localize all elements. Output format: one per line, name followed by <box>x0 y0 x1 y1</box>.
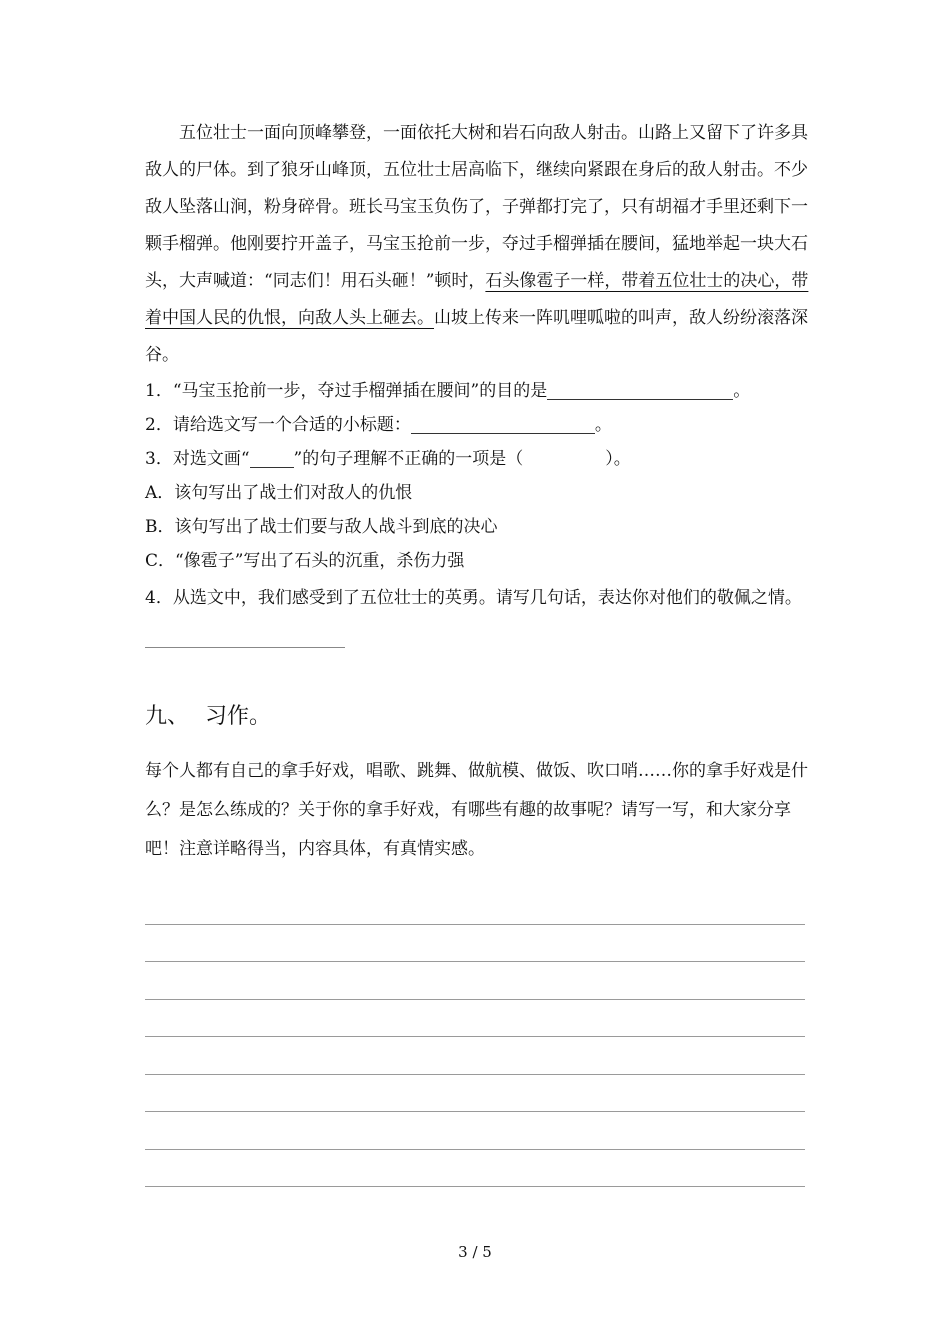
reading-passage <box>145 115 810 374</box>
worksheet-page <box>145 115 810 1187</box>
writing-area[interactable] <box>145 887 810 1187</box>
writing-line[interactable] <box>145 1150 805 1188</box>
writing-line[interactable] <box>145 962 805 1000</box>
writing-line[interactable] <box>145 1075 805 1113</box>
section-heading <box>145 702 810 732</box>
q4-answer-line[interactable] <box>145 646 345 648</box>
section-title: 习作。 <box>205 704 272 729</box>
underlined-sentence: 石头像雹子一样，带着五位壮士的决心，带着中国人民的仇恨，向敌人头上砸去。 <box>145 271 809 328</box>
section-number: 九、 <box>145 704 190 729</box>
page-number: 3 / 5 <box>458 1243 492 1261</box>
option-b: B．该句写出了战士们要与敌人战斗到底的决心 <box>145 517 498 537</box>
question-1: 1．“马宝玉抢前一步，夺过手榴弹插在腰间”的目的是 。 <box>145 381 751 401</box>
option-c: C．“像雹子”写出了石头的沉重，杀伤力强 <box>145 551 465 571</box>
question-2: 2．请给选文写一个合适的小标题： 。 <box>145 415 612 435</box>
writing-line[interactable] <box>145 925 805 963</box>
writing-line[interactable] <box>145 1000 805 1038</box>
option-a: A．该句写出了战士们对敌人的仇恨 <box>145 483 413 503</box>
q3-underline-mark <box>250 449 294 468</box>
question-4: 4．从选文中，我们感受到了五位壮士的英勇。请写几句话，表达你对他们的敬佩之情。 <box>145 588 802 608</box>
q2-answer-blank[interactable] <box>411 415 595 434</box>
writing-line[interactable] <box>145 887 805 925</box>
passage-text: 五位壮士一面向顶峰攀登，一面依托大树和岩石向敌人射击。山路上又留下了许多具敌人的尸体。到了狼牙山峰顶，五位壮士居高临下，继续向紧跟在身后的敌人射击。不少敌人坠落山涧，粉身碎骨。班长马宝玉负伤了，子弹都打完了，只有胡福才手里还剩下一颗手榴弹。他刚要拧开盖子，马宝玉抢前一步，夺过手榴弹插在腰间，猛地举起一块大石头，大声喊道：“同志们！用石头砸！”顿时， <box>145 123 808 291</box>
writing-line[interactable] <box>145 1112 805 1150</box>
q1-answer-blank[interactable] <box>547 381 733 400</box>
writing-line[interactable] <box>145 1037 805 1075</box>
writing-prompt: 每个人都有自己的拿手好戏，唱歌、跳舞、做航模、做饭、吹口哨……你的拿手好戏是什么？是怎么练成的？关于你的拿手好戏，有哪些有趣的故事呢？请写一写，和大家分享吧！注意详略得当，内容具体，有真情实感。 <box>145 761 808 859</box>
question-3: 3．对选文画“ ”的句子理解不正确的一项是（ ）。 <box>145 449 631 469</box>
passage-text-end: 山坡上传来一阵叽哩呱啦的叫声，敌人纷纷滚落深谷。 <box>145 308 808 365</box>
